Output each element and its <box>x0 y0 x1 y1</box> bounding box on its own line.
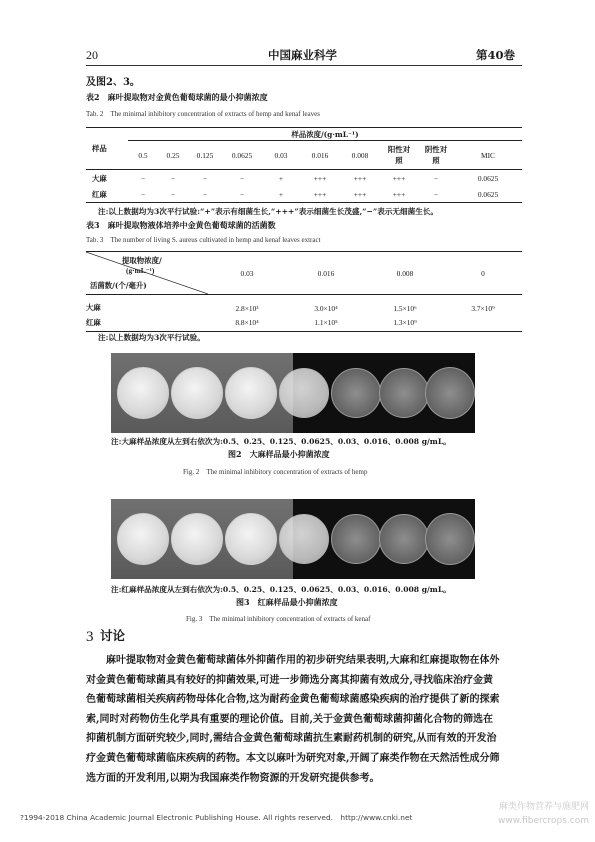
header-rule <box>86 65 522 66</box>
figure3-note: 注:红麻样品浓度从左到右依次为:0.5、0.25、0.125、0.0625、0.03、0.016、0.008 g/mL。 <box>111 585 451 594</box>
column-header: MIC <box>454 141 522 170</box>
table2-caption-en: Tab. 2 The minimal inhibitory concentration of extracts of hemp and kenaf leaves <box>86 110 320 118</box>
table3-note: 注:以上数据均为3次平行试验。 <box>98 333 205 342</box>
table-cell: − <box>202 173 208 183</box>
watermark <box>498 800 589 828</box>
column-header: 阴性对照 <box>418 141 454 170</box>
table-cell: + <box>262 186 300 203</box>
table-row <box>86 170 522 187</box>
table2 <box>86 127 522 203</box>
table-cell: 1.5×10⁶ <box>393 304 417 313</box>
diag-unit-label: (g·mL⁻¹) <box>126 266 155 275</box>
paragraph-line: 抑菌机制方面研究较少,同时,需结合金黄色葡萄球菌抗生素耐药机制的研究,从而有效的开发治 <box>86 733 497 745</box>
watermark-line: www.fibercrops.com <box>498 816 589 826</box>
row-label: 红麻 <box>86 186 128 203</box>
column-header: 阳性对照 <box>380 141 418 170</box>
table3 <box>86 251 522 332</box>
column-header: 0.03 <box>262 141 300 170</box>
table-cell: − <box>222 186 262 203</box>
table-cell: + <box>278 173 284 183</box>
column-header: 0.016 <box>286 252 366 295</box>
sample-header: 样品 <box>86 128 128 170</box>
volume-label: 第40卷 <box>476 48 516 62</box>
table-row <box>86 186 522 203</box>
paragraph-line: 对金黄色葡萄球菌具有较好的抑菌效果,可进一步筛选分离其抑菌有效成分,寻找临床治疗金黄 <box>86 674 493 686</box>
petri-dish <box>331 368 381 418</box>
page-number: 20 <box>86 48 98 62</box>
diag-top-label: 提取物浓度/ <box>122 256 162 265</box>
section-number: 3 <box>86 629 94 645</box>
table-cell: +++ <box>313 173 327 183</box>
table-cell: − <box>140 173 146 183</box>
table-cell: 1.1×10⁵ <box>286 313 366 332</box>
petri-dish <box>225 513 277 565</box>
petri-dish <box>279 514 329 564</box>
table-cell: +++ <box>300 186 340 203</box>
figure2-photo <box>111 353 475 433</box>
column-header: 0.03 <box>208 252 286 295</box>
journal-title: 中国麻业科学 <box>268 48 337 62</box>
paragraph-line: 选方面的开发利用,以期为我国麻类作物资源的开发研究提供参考。 <box>86 772 380 784</box>
petri-dish <box>171 513 223 565</box>
table-cell: 1.3×10⁹ <box>366 313 444 332</box>
table-cell: − <box>433 173 439 183</box>
column-header: 0.008 <box>340 141 380 170</box>
table-cell: +++ <box>392 173 406 183</box>
petri-dish <box>117 513 169 565</box>
petri-dish <box>171 367 223 419</box>
paragraph-line: 麻叶提取物对金黄色葡萄球菌体外抑菌作用的初步研究结果表明,大麻和红麻提取物在体外 <box>86 655 500 666</box>
petri-dish <box>425 513 475 565</box>
row-label: 大麻 <box>86 303 101 312</box>
concentration-header: 样品浓度/(g·mL⁻¹) <box>128 128 522 141</box>
column-header: 0.016 <box>300 141 340 170</box>
figure3-photo <box>111 499 475 579</box>
column-header: 0.25 <box>158 141 188 170</box>
petri-dish <box>117 367 169 419</box>
watermark-line: 麻类作物营养与施肥网 <box>498 802 589 812</box>
table-cell: − <box>158 186 188 203</box>
diag-bottom-label: 活菌数/(个/毫升) <box>90 281 147 290</box>
table-cell: 2.8×10³ <box>235 304 259 313</box>
table-cell <box>444 313 522 332</box>
table-cell: 8.8×10⁴ <box>208 313 286 332</box>
paragraph-line: 索,同时对药物仿生化学具有重要的理论价值。目前,关于金黄色葡萄球菌抑菌化合物的筛选在 <box>86 713 493 725</box>
table-cell: − <box>418 186 454 203</box>
figure2-caption-en: Fig. 2 The minimal inhibitory concentration of extracts of hemp <box>183 468 368 476</box>
column-header: 0 <box>444 252 522 295</box>
paragraph-line: 色葡萄球菌相关疾病药物母体化合物,这为耐药金黄色葡萄球菌感染疾病的治疗提供了新的探索 <box>86 694 500 706</box>
table-cell: − <box>170 173 176 183</box>
table2-note: 注:以上数据均为3次平行试验:“+”表示有细菌生长,“+++”表示细菌生长茂盛,“−”表示无细菌生长。 <box>98 207 438 216</box>
table2-caption-cn: 表2 麻叶提取物对金黄色葡萄球菌的最小抑菌浓度 <box>86 92 268 102</box>
copyright-footer: ?1994-2018 China Academic Journal Electronic Publishing House. All rights reserved. http://www.cnki.net <box>20 813 413 822</box>
table-row <box>86 295 522 314</box>
section-title: 讨论 <box>100 628 126 643</box>
row-label: 红麻 <box>86 313 208 332</box>
column-header: 0.008 <box>366 252 444 295</box>
petri-dish <box>379 368 429 418</box>
table-cell: − <box>128 186 158 203</box>
table-cell: 0.0625 <box>454 186 522 203</box>
column-header: 0.125 <box>188 141 222 170</box>
row-label: 大麻 <box>92 173 107 183</box>
table-cell: 3.7×10⁹ <box>471 304 495 313</box>
petri-dish <box>425 367 475 419</box>
table-cell: 0.0625 <box>477 173 499 183</box>
column-header: 0.5 <box>128 141 158 170</box>
discussion-paragraph <box>86 651 526 788</box>
table-cell: +++ <box>380 186 418 203</box>
table-cell: − <box>188 186 222 203</box>
petri-dish <box>225 367 277 419</box>
table-cell: 3.0×10⁴ <box>314 304 338 313</box>
petri-dish <box>331 514 381 564</box>
figure2-note: 注:大麻样品浓度从左到右依次为:0.5、0.25、0.125、0.0625、0.03、0.016、0.008 g/mL。 <box>111 437 451 446</box>
table-cell: +++ <box>340 186 380 203</box>
petri-dish <box>279 368 329 418</box>
column-header: 0.0625 <box>222 141 262 170</box>
lead-text: 及图2、3。 <box>86 77 140 88</box>
figure3-caption-cn: 图3 红麻样品最小抑菌浓度 <box>236 597 338 607</box>
table-cell: +++ <box>353 173 367 183</box>
diagonal-header <box>86 252 208 295</box>
table-cell: − <box>239 173 245 183</box>
table3-caption-cn: 表3 麻叶提取物液体培养中金黄色葡萄球菌的活菌数 <box>86 220 276 230</box>
figure3-caption-en: Fig. 3 The minimal inhibitory concentration of extracts of kenaf <box>186 615 371 623</box>
paragraph-line: 疗金黄色葡萄球菌临床疾病的药物。本文以麻叶为研究对象,开阔了麻类作物在天然活性成分筛 <box>86 752 500 764</box>
petri-dish <box>379 514 429 564</box>
table-row <box>86 313 522 332</box>
figure2-caption-cn: 图2 大麻样品最小抑菌浓度 <box>228 449 330 459</box>
table3-caption-en: Tab. 3 The number of living S. aureus cultivated in hemp and kenaf leaves extract <box>86 236 321 244</box>
